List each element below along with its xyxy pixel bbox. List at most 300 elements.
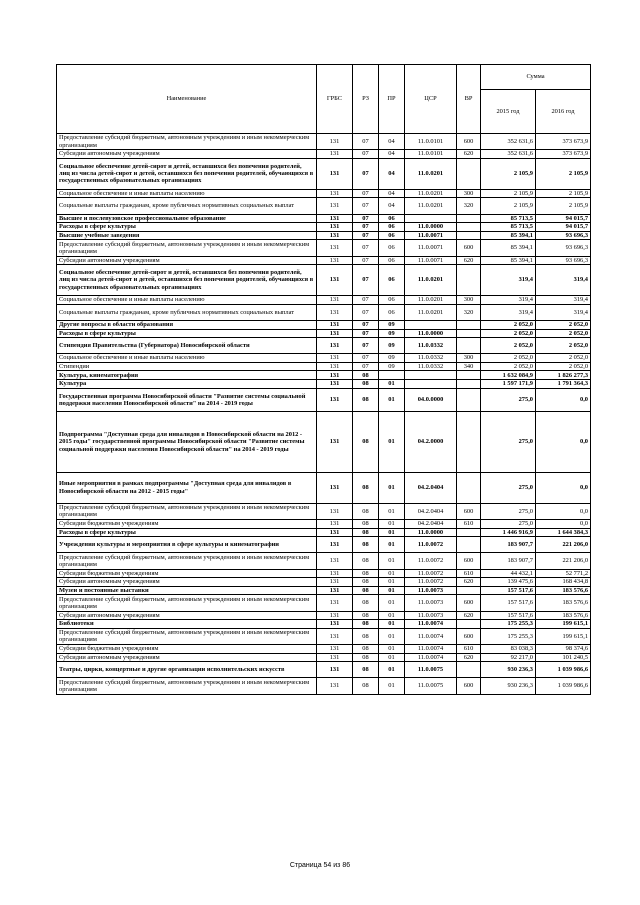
cell-name: Культура [57,380,317,389]
cell-pr: 01 [379,503,405,519]
table-row [57,371,591,380]
page-number: Страница 54 из 86 [289,862,351,869]
cell-rz: 08 [353,662,379,678]
cell-grbs: 131 [317,644,353,653]
cell-2016: 0,0 [536,520,591,529]
cell-vr [457,472,481,503]
cell-rz: 08 [353,553,379,569]
cell-rz: 08 [353,388,379,412]
cell-csr: 11.0.0074 [405,653,457,662]
cell-pr: 06 [379,296,405,305]
cell-2016: 0,0 [536,503,591,519]
cell-2016: 221 206,0 [536,553,591,569]
cell-2015: 85 394,1 [481,240,536,256]
cell-csr: 11.0.0000 [405,329,457,338]
cell-2016: 101 240,5 [536,653,591,662]
cell-grbs: 131 [317,158,353,189]
cell-csr: 11.0.0072 [405,578,457,587]
cell-grbs: 131 [317,412,353,473]
cell-pr: 01 [379,678,405,694]
cell-vr: 610 [457,569,481,578]
cell-2016: 183 576,6 [536,595,591,611]
cell-2016: 373 673,9 [536,134,591,150]
cell-2016: 0,0 [536,412,591,473]
cell-2016: 2 052,0 [536,329,591,338]
table-row [57,578,591,587]
table-row [57,231,591,240]
cell-vr [457,620,481,629]
cell-name: Государственная программа Новосибирской области "Развитие системы социальной поддержки населения Новосибирской области" на 2014 - 2019 годы [57,388,317,412]
col-header-rz: РЗ [353,65,379,134]
cell-2015: 2 105,9 [481,198,536,214]
cell-2015: 85 394,1 [481,231,536,240]
table-row [57,320,591,329]
cell-grbs: 131 [317,371,353,380]
cell-vr [457,338,481,354]
cell-name: Высшее и послевузовское профессиональное образование [57,214,317,223]
cell-grbs: 131 [317,620,353,629]
cell-rz: 08 [353,520,379,529]
cell-name: Музеи и постоянные выставки [57,586,317,595]
cell-grbs: 131 [317,678,353,694]
cell-rz: 08 [353,380,379,389]
cell-2015: 275,0 [481,388,536,412]
cell-csr: 11.0.0073 [405,595,457,611]
cell-name: Субсидии автономным учреждениям [57,256,317,265]
cell-pr: 01 [379,528,405,537]
cell-grbs: 131 [317,569,353,578]
cell-rz: 07 [353,150,379,159]
cell-2016: 1 644 384,3 [536,528,591,537]
cell-vr [457,371,481,380]
cell-rz: 08 [353,371,379,380]
cell-rz: 07 [353,329,379,338]
cell-name: Расходы в сфере культуры [57,528,317,537]
cell-rz: 08 [353,678,379,694]
cell-rz: 07 [353,304,379,320]
table-row [57,520,591,529]
cell-name: Расходы в сфере культуры [57,223,317,232]
cell-name: Социальное обеспечение и иные выплаты населению [57,296,317,305]
cell-name: Предоставление субсидий бюджетным, автономным учреждениям и иным некоммерческим организациям [57,553,317,569]
cell-vr: 620 [457,611,481,620]
cell-grbs: 131 [317,553,353,569]
cell-name: Высшие учебные заведения [57,231,317,240]
col-header-2016: 2016 год [536,90,591,134]
cell-2015: 2 105,9 [481,158,536,189]
cell-vr [457,214,481,223]
cell-csr: 11.0.0072 [405,537,457,553]
cell-2016: 2 105,9 [536,189,591,198]
cell-2016: 199 615,1 [536,628,591,644]
cell-vr: 320 [457,198,481,214]
cell-pr: 01 [379,662,405,678]
cell-pr: 01 [379,620,405,629]
cell-csr: 04.2.0000 [405,412,457,473]
cell-vr [457,412,481,473]
cell-2016: 168 434,8 [536,578,591,587]
cell-pr: 01 [379,628,405,644]
cell-csr: 11.0.0101 [405,150,457,159]
table-row [57,214,591,223]
cell-csr: 11.0.0201 [405,158,457,189]
cell-2016: 1 039 986,6 [536,678,591,694]
cell-2016: 2 105,9 [536,198,591,214]
cell-name: Театры, цирки, концертные и другие организации исполнительских искусств [57,662,317,678]
cell-csr: 11.0.0074 [405,620,457,629]
cell-name: Субсидии бюджетным учреждениям [57,569,317,578]
cell-2015: 183 907,7 [481,553,536,569]
cell-pr: 01 [379,472,405,503]
table-row [57,644,591,653]
cell-name: Предоставление субсидий бюджетным, автономным учреждениям и иным некоммерческим организациям [57,678,317,694]
table-row [57,354,591,363]
cell-vr: 600 [457,240,481,256]
col-header-2015: 2015 год [481,90,536,134]
cell-2016: 373 673,9 [536,150,591,159]
cell-grbs: 131 [317,472,353,503]
cell-name: Субсидии бюджетным учреждениям [57,520,317,529]
cell-rz: 07 [353,240,379,256]
cell-pr: 01 [379,520,405,529]
cell-vr: 610 [457,644,481,653]
cell-pr: 09 [379,329,405,338]
cell-2015: 319,4 [481,304,536,320]
cell-grbs: 131 [317,296,353,305]
cell-rz: 07 [353,256,379,265]
cell-vr: 300 [457,296,481,305]
cell-vr: 620 [457,578,481,587]
cell-csr: 11.0.0000 [405,223,457,232]
table-row [57,296,591,305]
cell-pr: 09 [379,354,405,363]
cell-csr: 11.0.0332 [405,354,457,363]
cell-grbs: 131 [317,265,353,296]
cell-pr: 01 [379,380,405,389]
table-row [57,329,591,338]
cell-2015: 275,0 [481,472,536,503]
cell-grbs: 131 [317,578,353,587]
cell-pr: 06 [379,231,405,240]
cell-rz: 08 [353,586,379,595]
cell-vr [457,662,481,678]
col-header-name: Наименование [57,65,317,134]
cell-rz: 07 [353,296,379,305]
cell-vr: 300 [457,354,481,363]
cell-pr: 01 [379,553,405,569]
cell-2016: 93 696,3 [536,256,591,265]
cell-2016: 1 039 986,6 [536,662,591,678]
cell-2015: 2 052,0 [481,329,536,338]
cell-rz: 08 [353,537,379,553]
cell-rz: 08 [353,569,379,578]
cell-2016: 2 052,0 [536,354,591,363]
cell-rz: 08 [353,595,379,611]
cell-2015: 275,0 [481,520,536,529]
cell-name: Учреждения культуры и мероприятия в сфере культуры и кинематографии [57,537,317,553]
cell-2016: 0,0 [536,472,591,503]
cell-rz: 08 [353,653,379,662]
cell-2016: 183 576,6 [536,586,591,595]
cell-name: Другие вопросы в области образования [57,320,317,329]
cell-pr: 01 [379,586,405,595]
cell-name: Социальное обеспечение и иные выплаты населению [57,189,317,198]
col-header-grbs: ГРБС [317,65,353,134]
cell-grbs: 131 [317,611,353,620]
cell-2015: 275,0 [481,503,536,519]
cell-grbs: 131 [317,653,353,662]
cell-pr: 01 [379,644,405,653]
cell-vr: 600 [457,553,481,569]
table-row [57,412,591,473]
cell-grbs: 131 [317,256,353,265]
cell-vr [457,320,481,329]
cell-vr [457,158,481,189]
cell-rz: 08 [353,412,379,473]
cell-2016: 0,0 [536,388,591,412]
cell-grbs: 131 [317,354,353,363]
cell-2015: 175 255,3 [481,620,536,629]
cell-csr: 11.0.0201 [405,304,457,320]
cell-csr: 11.0.0071 [405,240,457,256]
table-row [57,240,591,256]
cell-rz: 07 [353,231,379,240]
cell-grbs: 131 [317,214,353,223]
cell-name: Субсидии автономным учреждениям [57,150,317,159]
cell-vr: 620 [457,150,481,159]
cell-grbs: 131 [317,662,353,678]
cell-name: Предоставление субсидий бюджетным, автономным учреждениям и иным некоммерческим организациям [57,134,317,150]
cell-2015: 2 052,0 [481,362,536,371]
cell-2016: 319,4 [536,296,591,305]
cell-rz: 07 [353,265,379,296]
table-row [57,678,591,694]
cell-rz: 08 [353,503,379,519]
cell-2016: 199 615,1 [536,620,591,629]
cell-2015: 1 597 171,9 [481,380,536,389]
cell-name: Культура, кинематография [57,371,317,380]
cell-rz: 07 [353,338,379,354]
cell-pr: 01 [379,569,405,578]
table-row [57,586,591,595]
cell-rz: 08 [353,628,379,644]
cell-name: Стипендия Правительства (Губернатора) Новосибирской области [57,338,317,354]
cell-2016: 221 206,0 [536,537,591,553]
cell-2016: 2 105,9 [536,158,591,189]
cell-2015: 319,4 [481,296,536,305]
cell-2015: 85 394,1 [481,256,536,265]
cell-2015: 1 446 916,9 [481,528,536,537]
cell-csr: 11.0.0071 [405,231,457,240]
cell-name: Предоставление субсидий бюджетным, автономным учреждениям и иным некоммерческим организациям [57,595,317,611]
col-header-sum: Сумма [481,65,591,90]
cell-vr: 610 [457,520,481,529]
cell-vr: 300 [457,189,481,198]
cell-csr: 04.2.0404 [405,503,457,519]
cell-rz: 07 [353,362,379,371]
cell-name: Расходы в сфере культуры [57,329,317,338]
cell-name: Предоставление субсидий бюджетным, автономным учреждениям и иным некоммерческим организациям [57,628,317,644]
cell-2015: 352 631,6 [481,150,536,159]
cell-csr: 11.0.0075 [405,678,457,694]
cell-vr: 600 [457,628,481,644]
cell-csr: 11.0.0073 [405,586,457,595]
cell-name: Социальное обеспечение детей-сирот и детей, оставшихся без попечения родителей, лиц из числа детей-сирот и детей, оставшихся без попечения родителей, обучающихся в государственных образовательных организациях [57,265,317,296]
cell-2015: 85 713,5 [481,214,536,223]
cell-2015: 85 713,5 [481,223,536,232]
cell-csr: 11.0.0332 [405,338,457,354]
cell-pr: 04 [379,134,405,150]
cell-vr: 600 [457,595,481,611]
cell-csr: 11.0.0071 [405,256,457,265]
cell-name: Стипендии [57,362,317,371]
cell-csr: 11.0.0201 [405,198,457,214]
cell-rz: 08 [353,528,379,537]
cell-2016: 319,4 [536,265,591,296]
cell-2016: 2 052,0 [536,338,591,354]
cell-pr: 09 [379,362,405,371]
table-row [57,198,591,214]
cell-2016: 319,4 [536,304,591,320]
cell-grbs: 131 [317,595,353,611]
cell-grbs: 131 [317,520,353,529]
cell-vr: 600 [457,678,481,694]
budget-table [56,64,591,695]
cell-2015: 2 052,0 [481,354,536,363]
cell-name: Социальные выплаты гражданам, кроме публичных нормативных социальных выплат [57,304,317,320]
cell-2016: 2 052,0 [536,320,591,329]
cell-csr: 11.0.0201 [405,296,457,305]
cell-2015: 157 517,6 [481,586,536,595]
cell-2015: 930 236,3 [481,678,536,694]
table-row [57,380,591,389]
cell-name: Субсидии автономным учреждениям [57,653,317,662]
cell-2015: 83 038,3 [481,644,536,653]
table-row [57,158,591,189]
cell-2015: 183 907,7 [481,537,536,553]
cell-2015: 44 432,1 [481,569,536,578]
table-row [57,338,591,354]
table-row [57,256,591,265]
cell-rz: 07 [353,158,379,189]
table-row [57,388,591,412]
table-row [57,223,591,232]
cell-vr: 600 [457,503,481,519]
table-row [57,537,591,553]
table-row [57,662,591,678]
cell-grbs: 131 [317,223,353,232]
table-row [57,472,591,503]
cell-rz: 08 [353,644,379,653]
table-row [57,611,591,620]
cell-name: Субсидии бюджетным учреждениям [57,644,317,653]
cell-grbs: 131 [317,329,353,338]
table-row [57,553,591,569]
cell-vr [457,586,481,595]
cell-2015: 157 517,6 [481,611,536,620]
cell-pr: 06 [379,240,405,256]
cell-csr [405,320,457,329]
col-header-pr: ПР [379,65,405,134]
cell-grbs: 131 [317,503,353,519]
cell-csr: 11.0.0072 [405,553,457,569]
cell-pr: 06 [379,214,405,223]
table-row [57,528,591,537]
cell-vr: 620 [457,653,481,662]
cell-pr: 06 [379,304,405,320]
cell-pr: 01 [379,611,405,620]
cell-vr [457,329,481,338]
cell-2015: 157 517,6 [481,595,536,611]
cell-vr [457,528,481,537]
table-row [57,189,591,198]
cell-grbs: 131 [317,380,353,389]
cell-rz: 07 [353,189,379,198]
cell-2016: 183 576,6 [536,611,591,620]
cell-vr: 320 [457,304,481,320]
cell-2015: 275,0 [481,412,536,473]
cell-vr [457,231,481,240]
cell-name: Социальное обеспечение детей-сирот и детей, оставшихся без попечения родителей, лиц из числа детей-сирот и детей, оставшихся без попечения родителей, обучающихся в государственных образовательных организациях [57,158,317,189]
cell-name: Социальное обеспечение и иные выплаты населению [57,354,317,363]
cell-vr [457,223,481,232]
cell-grbs: 131 [317,189,353,198]
cell-pr: 01 [379,412,405,473]
cell-grbs: 131 [317,134,353,150]
cell-grbs: 131 [317,150,353,159]
cell-name: Подпрограмма "Доступная среда для инвалидов в Новосибирской области на 2012 - 2015 годы" государственной программы Новосибирской области "Развитие системы социальной поддержки населения Новосибирской области" на 2014 - 2019 годы [57,412,317,473]
cell-csr: 11.0.0074 [405,644,457,653]
cell-csr: 11.0.0101 [405,134,457,150]
cell-csr: 11.0.0201 [405,265,457,296]
cell-2015: 1 632 084,9 [481,371,536,380]
cell-vr [457,380,481,389]
cell-pr: 04 [379,198,405,214]
cell-pr: 06 [379,256,405,265]
cell-2016: 98 374,6 [536,644,591,653]
cell-grbs: 131 [317,537,353,553]
cell-rz: 07 [353,354,379,363]
cell-2016: 93 696,3 [536,240,591,256]
cell-csr [405,371,457,380]
cell-csr: 11.0.0074 [405,628,457,644]
cell-pr: 01 [379,388,405,412]
cell-pr: 04 [379,150,405,159]
cell-rz: 07 [353,223,379,232]
cell-name: Предоставление субсидий бюджетным, автономным учреждениям и иным некоммерческим организациям [57,503,317,519]
cell-csr [405,380,457,389]
cell-csr: 11.0.0332 [405,362,457,371]
cell-2015: 175 255,3 [481,628,536,644]
cell-grbs: 131 [317,388,353,412]
cell-vr: 600 [457,134,481,150]
cell-grbs: 131 [317,528,353,537]
cell-pr: 09 [379,320,405,329]
cell-grbs: 131 [317,320,353,329]
cell-vr [457,388,481,412]
cell-name: Субсидии автономным учреждениям [57,578,317,587]
cell-csr: 11.0.0000 [405,528,457,537]
cell-csr: 04.2.0404 [405,520,457,529]
cell-name: Иные мероприятия в рамках подпрограммы "Доступная среда для инвалидов в Новосибирской области на 2012 - 2015 годы" [57,472,317,503]
cell-2015: 139 475,6 [481,578,536,587]
cell-csr: 04.0.0000 [405,388,457,412]
cell-vr: 340 [457,362,481,371]
cell-pr [379,371,405,380]
cell-rz: 08 [353,578,379,587]
cell-2015: 930 236,3 [481,662,536,678]
cell-csr: 11.0.0073 [405,611,457,620]
